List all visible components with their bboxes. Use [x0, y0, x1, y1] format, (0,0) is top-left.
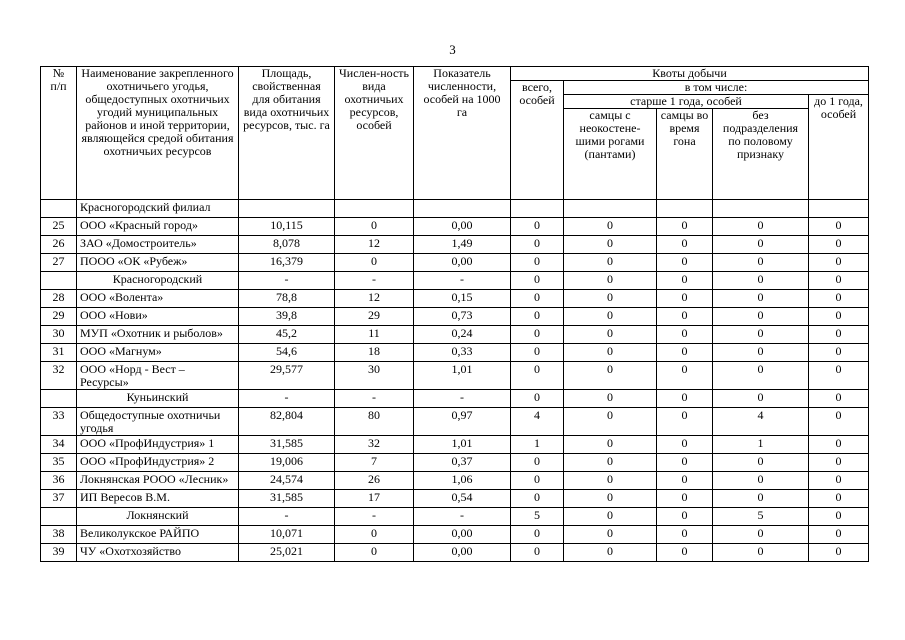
- table-row: [41, 344, 869, 362]
- hunting-quota-table: [40, 66, 869, 562]
- cell-area: -: [239, 508, 335, 526]
- cell-area: 25,021: [239, 544, 335, 562]
- cell-ind: 0,97: [414, 408, 511, 436]
- cell-name: ИП Вересов В.М.: [77, 490, 239, 508]
- cell-area: 31,585: [239, 436, 335, 454]
- cell-antlers: 0: [564, 254, 657, 272]
- cell-area: 54,6: [239, 344, 335, 362]
- cell-area: 10,115: [239, 218, 335, 236]
- header-num: № п/п: [41, 67, 77, 200]
- cell-num: 38: [41, 526, 77, 544]
- cell-name: ООО «ПрофИндустрия» 2: [77, 454, 239, 472]
- cell-district: Красногородский: [77, 272, 239, 290]
- cell-pop: 80: [335, 408, 414, 436]
- cell-total: 0: [511, 218, 564, 236]
- cell-ind: 0,54: [414, 490, 511, 508]
- cell-area: 10,071: [239, 526, 335, 544]
- cell-ind: -: [414, 508, 511, 526]
- header-indicator: Показатель численности, особей на 1000 га: [414, 67, 511, 200]
- cell-young: 0: [809, 526, 869, 544]
- table-row: [41, 218, 869, 236]
- cell-young: 0: [809, 218, 869, 236]
- cell-num: 28: [41, 290, 77, 308]
- cell-pop: 0: [335, 526, 414, 544]
- branch-row: [41, 200, 869, 218]
- cell-total: 0: [511, 236, 564, 254]
- cell-rut: 0: [657, 390, 713, 408]
- cell-ind: 0,00: [414, 218, 511, 236]
- cell-antlers: 0: [564, 408, 657, 436]
- cell-nosex: 0: [713, 544, 809, 562]
- cell-area: 45,2: [239, 326, 335, 344]
- table-row: [41, 308, 869, 326]
- table-header: [41, 67, 869, 200]
- cell-area: -: [239, 390, 335, 408]
- cell-nosex: 0: [713, 308, 809, 326]
- cell-rut: 0: [657, 326, 713, 344]
- cell-empty: [657, 200, 713, 218]
- cell-ind: 1,01: [414, 436, 511, 454]
- table-row: [41, 290, 869, 308]
- cell-name: ПООО «ОК «Рубеж»: [77, 254, 239, 272]
- cell-antlers: 0: [564, 326, 657, 344]
- cell-pop: 30: [335, 362, 414, 390]
- cell-pop: -: [335, 390, 414, 408]
- cell-name: ООО «Норд - Вест – Ресурсы»: [77, 362, 239, 390]
- cell-young: 0: [809, 490, 869, 508]
- cell-rut: 0: [657, 454, 713, 472]
- cell-rut: 0: [657, 408, 713, 436]
- table-row: [41, 544, 869, 562]
- cell-area: 24,574: [239, 472, 335, 490]
- cell-rut: 0: [657, 544, 713, 562]
- cell-rut: 0: [657, 362, 713, 390]
- cell-ind: 1,49: [414, 236, 511, 254]
- cell-num: [41, 508, 77, 526]
- cell-young: 0: [809, 254, 869, 272]
- district-row: [41, 272, 869, 290]
- cell-num: [41, 200, 77, 218]
- cell-area: 39,8: [239, 308, 335, 326]
- cell-antlers: 0: [564, 526, 657, 544]
- cell-antlers: 0: [564, 308, 657, 326]
- table-row: [41, 472, 869, 490]
- cell-antlers: 0: [564, 272, 657, 290]
- cell-rut: 0: [657, 490, 713, 508]
- cell-nosex: 0: [713, 254, 809, 272]
- cell-ind: 0,73: [414, 308, 511, 326]
- header-no-sex: без подразделения по половому признаку: [713, 109, 809, 200]
- cell-young: 0: [809, 436, 869, 454]
- cell-young: 0: [809, 326, 869, 344]
- cell-rut: 0: [657, 436, 713, 454]
- cell-name: ООО «Красный город»: [77, 218, 239, 236]
- cell-num: 29: [41, 308, 77, 326]
- cell-antlers: 0: [564, 544, 657, 562]
- cell-young: 0: [809, 454, 869, 472]
- cell-pop: -: [335, 272, 414, 290]
- table-row: [41, 436, 869, 454]
- cell-total: 0: [511, 454, 564, 472]
- header-under-1y: до 1 года, особей: [809, 95, 869, 200]
- cell-total: 0: [511, 526, 564, 544]
- cell-total: 1: [511, 436, 564, 454]
- cell-area: 29,577: [239, 362, 335, 390]
- cell-rut: 0: [657, 290, 713, 308]
- cell-pop: 12: [335, 290, 414, 308]
- cell-num: 34: [41, 436, 77, 454]
- cell-young: 0: [809, 272, 869, 290]
- cell-empty: [335, 200, 414, 218]
- cell-nosex: 0: [713, 272, 809, 290]
- cell-total: 0: [511, 390, 564, 408]
- cell-young: 0: [809, 390, 869, 408]
- table-row: [41, 236, 869, 254]
- cell-antlers: 0: [564, 436, 657, 454]
- table-row: [41, 408, 869, 436]
- cell-num: 32: [41, 362, 77, 390]
- cell-pop: 0: [335, 218, 414, 236]
- cell-empty: [564, 200, 657, 218]
- cell-name: ООО «Нови»: [77, 308, 239, 326]
- cell-nosex: 1: [713, 436, 809, 454]
- cell-antlers: 0: [564, 344, 657, 362]
- cell-antlers: 0: [564, 362, 657, 390]
- cell-antlers: 0: [564, 454, 657, 472]
- cell-antlers: 0: [564, 290, 657, 308]
- cell-name: ЧУ «Охотхозяйство: [77, 544, 239, 562]
- cell-ind: -: [414, 390, 511, 408]
- cell-rut: 0: [657, 254, 713, 272]
- cell-ind: 1,06: [414, 472, 511, 490]
- cell-empty: [511, 200, 564, 218]
- cell-num: 31: [41, 344, 77, 362]
- table-row: [41, 454, 869, 472]
- cell-total: 0: [511, 490, 564, 508]
- cell-pop: -: [335, 508, 414, 526]
- table-row: [41, 526, 869, 544]
- cell-nosex: 0: [713, 290, 809, 308]
- cell-total: 0: [511, 472, 564, 490]
- cell-antlers: 0: [564, 490, 657, 508]
- cell-antlers: 0: [564, 472, 657, 490]
- cell-total: 5: [511, 508, 564, 526]
- cell-young: 0: [809, 362, 869, 390]
- cell-pop: 0: [335, 544, 414, 562]
- cell-pop: 7: [335, 454, 414, 472]
- district-row: [41, 508, 869, 526]
- cell-num: 25: [41, 218, 77, 236]
- cell-name: Великолукское РАЙПО: [77, 526, 239, 544]
- cell-empty: [414, 200, 511, 218]
- cell-pop: 0: [335, 254, 414, 272]
- header-total: всего, особей: [511, 81, 564, 200]
- cell-young: 0: [809, 290, 869, 308]
- cell-pop: 32: [335, 436, 414, 454]
- cell-rut: 0: [657, 344, 713, 362]
- cell-nosex: 4: [713, 408, 809, 436]
- cell-total: 0: [511, 272, 564, 290]
- cell-num: [41, 390, 77, 408]
- cell-num: 37: [41, 490, 77, 508]
- cell-nosex: 0: [713, 526, 809, 544]
- cell-antlers: 0: [564, 218, 657, 236]
- header-quotas: Квоты добычи: [511, 67, 869, 81]
- header-males-antlers: самцы с неокостене-шими рогами (пантами): [564, 109, 657, 200]
- cell-district: Локнянский: [77, 508, 239, 526]
- cell-young: 0: [809, 308, 869, 326]
- cell-total: 0: [511, 308, 564, 326]
- cell-empty: [239, 200, 335, 218]
- cell-area: -: [239, 272, 335, 290]
- cell-nosex: 0: [713, 472, 809, 490]
- cell-antlers: 0: [564, 236, 657, 254]
- cell-ind: 0,15: [414, 290, 511, 308]
- cell-empty: [713, 200, 809, 218]
- cell-antlers: 0: [564, 390, 657, 408]
- cell-rut: 0: [657, 308, 713, 326]
- cell-total: 0: [511, 362, 564, 390]
- table-body: [41, 200, 869, 562]
- cell-ind: 0,37: [414, 454, 511, 472]
- header-older-1y: старше 1 года, особей: [564, 95, 809, 109]
- cell-ind: 0,00: [414, 544, 511, 562]
- cell-pop: 17: [335, 490, 414, 508]
- cell-total: 0: [511, 344, 564, 362]
- cell-nosex: 0: [713, 236, 809, 254]
- cell-young: 0: [809, 236, 869, 254]
- page-number: 3: [449, 42, 456, 57]
- cell-area: 16,379: [239, 254, 335, 272]
- table-row: [41, 326, 869, 344]
- header-area: Площадь, свойственная для обитания вида охотничьих ресурсов, тыс. га: [239, 67, 335, 200]
- cell-area: 19,006: [239, 454, 335, 472]
- table-row: [41, 254, 869, 272]
- cell-total: 4: [511, 408, 564, 436]
- cell-name: МУП «Охотник и рыболов»: [77, 326, 239, 344]
- cell-name: Локнянская РООО «Лесник»: [77, 472, 239, 490]
- cell-ind: -: [414, 272, 511, 290]
- table-row: [41, 490, 869, 508]
- cell-name: Красногородский филиал: [77, 200, 239, 218]
- cell-young: 0: [809, 544, 869, 562]
- cell-total: 0: [511, 326, 564, 344]
- cell-nosex: 5: [713, 508, 809, 526]
- cell-ind: 1,01: [414, 362, 511, 390]
- cell-ind: 0,00: [414, 526, 511, 544]
- cell-nosex: 0: [713, 390, 809, 408]
- table-row: [41, 362, 869, 390]
- cell-nosex: 0: [713, 218, 809, 236]
- cell-pop: 11: [335, 326, 414, 344]
- cell-empty: [809, 200, 869, 218]
- cell-num: 39: [41, 544, 77, 562]
- cell-rut: 0: [657, 218, 713, 236]
- cell-young: 0: [809, 408, 869, 436]
- cell-num: 33: [41, 408, 77, 436]
- cell-nosex: 0: [713, 454, 809, 472]
- header-including: в том числе:: [564, 81, 869, 95]
- cell-num: [41, 272, 77, 290]
- cell-ind: 0,33: [414, 344, 511, 362]
- header-population: Числен-ность вида охотничьих ресурсов, особей: [335, 67, 414, 200]
- cell-total: 0: [511, 254, 564, 272]
- cell-area: 8,078: [239, 236, 335, 254]
- header-males-rut: самцы во время гона: [657, 109, 713, 200]
- cell-rut: 0: [657, 236, 713, 254]
- cell-num: 35: [41, 454, 77, 472]
- cell-district: Куньинский: [77, 390, 239, 408]
- cell-ind: 0,24: [414, 326, 511, 344]
- cell-area: 78,8: [239, 290, 335, 308]
- cell-young: 0: [809, 508, 869, 526]
- cell-num: 36: [41, 472, 77, 490]
- cell-nosex: 0: [713, 344, 809, 362]
- cell-rut: 0: [657, 526, 713, 544]
- cell-rut: 0: [657, 472, 713, 490]
- cell-pop: 18: [335, 344, 414, 362]
- cell-num: 27: [41, 254, 77, 272]
- cell-nosex: 0: [713, 362, 809, 390]
- cell-total: 0: [511, 544, 564, 562]
- cell-rut: 0: [657, 272, 713, 290]
- cell-name: ЗАО «Домостроитель»: [77, 236, 239, 254]
- cell-area: 82,804: [239, 408, 335, 436]
- cell-name: ООО «Волента»: [77, 290, 239, 308]
- cell-rut: 0: [657, 508, 713, 526]
- cell-ind: 0,00: [414, 254, 511, 272]
- cell-num: 26: [41, 236, 77, 254]
- cell-pop: 26: [335, 472, 414, 490]
- cell-pop: 29: [335, 308, 414, 326]
- cell-name: ООО «ПрофИндустрия» 1: [77, 436, 239, 454]
- cell-nosex: 0: [713, 490, 809, 508]
- cell-young: 0: [809, 344, 869, 362]
- district-row: [41, 390, 869, 408]
- header-name: Наименование закрепленного охотничьего угодья, общедоступных охотничьих угодий муниципальных районов и иной территории, являющейся средой обитания охотничьих ресурсов: [77, 67, 239, 200]
- cell-nosex: 0: [713, 326, 809, 344]
- cell-num: 30: [41, 326, 77, 344]
- cell-young: 0: [809, 472, 869, 490]
- cell-total: 0: [511, 290, 564, 308]
- cell-name: Общедоступные охотничьи угодья: [77, 408, 239, 436]
- cell-antlers: 0: [564, 508, 657, 526]
- cell-name: ООО «Магнум»: [77, 344, 239, 362]
- cell-pop: 12: [335, 236, 414, 254]
- cell-area: 31,585: [239, 490, 335, 508]
